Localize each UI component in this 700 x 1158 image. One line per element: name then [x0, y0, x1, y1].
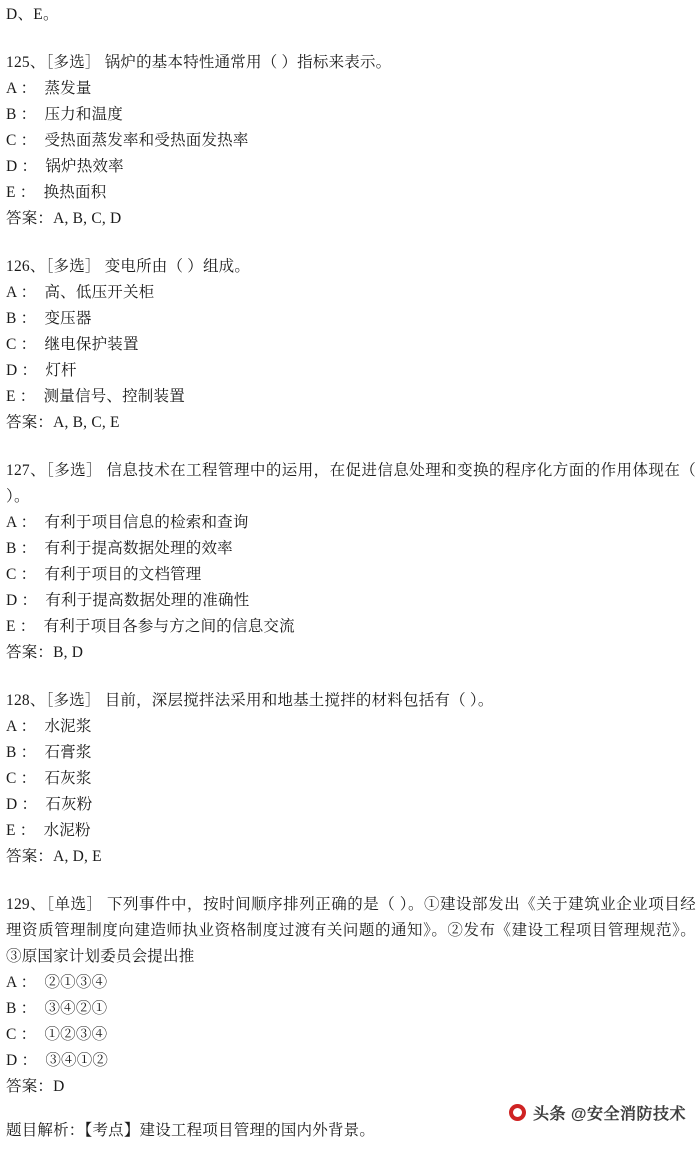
question-type: ［多选］: [45, 258, 101, 275]
question-number: 129、: [6, 896, 47, 913]
answer-line: 答案：D: [6, 1078, 65, 1095]
question-number: 128、: [6, 692, 46, 709]
question-text: 下列事件中，按时间顺序排列正确的是（ ）。①建设部发出《关于建筑业企业项目经理资质管理制度向建造师执业资格制度过渡有关问题的通知》。②发布《建设工程项目管理规范》。③原国家计划委员会提出推: [6, 896, 697, 965]
question-block: [6, 892, 696, 1100]
question-stem: [6, 892, 696, 970]
option-item[interactable]: B ： 石膏浆: [6, 744, 92, 761]
option-item[interactable]: E ： 测量信号、控制装置: [6, 388, 185, 405]
question-type: ［多选］: [46, 462, 103, 479]
question-stem: [6, 458, 696, 510]
question-stem: [6, 688, 696, 714]
question-block: [6, 688, 696, 870]
bottom-spacer: [6, 1144, 696, 1158]
question-text: 变电所由（ ）组成。: [104, 258, 251, 275]
question-stem: [6, 254, 696, 280]
question-block: [6, 458, 696, 666]
option-item[interactable]: B ： ③④②①: [6, 1000, 108, 1017]
question-number: 127、: [6, 462, 47, 479]
question-text: 信息技术在工程管理中的运用，在促进信息处理和变换的程序化方面的作用体现在（ ）。: [6, 462, 697, 505]
option-item[interactable]: A ： ②①③④: [6, 974, 108, 991]
watermark: [509, 1101, 686, 1124]
question-number: 125、: [6, 54, 46, 71]
option-item[interactable]: C ： 石灰浆: [6, 770, 92, 787]
question-analysis: 题目解析：【考点】建设工程项目管理的国内外背景。: [6, 1122, 376, 1139]
answer-line: 答案：B, D: [6, 644, 84, 661]
option-item[interactable]: A ： 有利于项目信息的检索和查询: [6, 514, 249, 531]
option-item[interactable]: D ： 有利于提高数据处理的准确性: [6, 592, 250, 609]
option-item[interactable]: E ： 有利于项目各参与方之间的信息交流: [6, 618, 295, 635]
answer-line: 答案：A, D, E: [6, 848, 102, 865]
question-number: 126、: [6, 258, 46, 275]
question-stem: [6, 50, 696, 76]
option-item[interactable]: E ： 换热面积: [6, 184, 107, 201]
option-item[interactable]: C ： 继电保护装置: [6, 336, 139, 353]
question-block: [6, 50, 696, 232]
option-item[interactable]: C ： 有利于项目的文档管理: [6, 566, 202, 583]
question-text: 锅炉的基本特性通常用（ ）指标来表示。: [104, 54, 392, 71]
answer-line: 答案：A, B, C, D: [6, 210, 122, 227]
question-text: 目前，深层搅拌法采用和地基土搅拌的材料包括有（ ）。: [104, 692, 494, 709]
option-item[interactable]: E ： 水泥粉: [6, 822, 91, 839]
top-fragment-text: D、E。: [6, 6, 59, 23]
option-item[interactable]: D ： 灯杆: [6, 362, 77, 379]
toutiao-logo-icon: [509, 1104, 526, 1121]
question-type: ［多选］: [45, 54, 101, 71]
option-item[interactable]: A ： 高、低压开关柜: [6, 284, 155, 301]
option-item[interactable]: C ： 受热面蒸发率和受热面发热率: [6, 132, 249, 149]
option-item[interactable]: D ： 锅炉热效率: [6, 158, 124, 175]
watermark-text: 头条 @安全消防技术: [532, 1106, 686, 1123]
answer-line: 答案：A, B, C, E: [6, 414, 120, 431]
option-item[interactable]: D ： 石灰粉: [6, 796, 93, 813]
option-item[interactable]: A ： 蒸发量: [6, 80, 92, 97]
option-item[interactable]: B ： 有利于提高数据处理的效率: [6, 540, 233, 557]
option-item[interactable]: D ： ③④①②: [6, 1052, 109, 1069]
option-item[interactable]: B ： 变压器: [6, 310, 92, 327]
question-block: [6, 254, 696, 436]
question-type: ［多选］: [45, 692, 101, 709]
option-item[interactable]: C ： ①②③④: [6, 1026, 108, 1043]
option-item[interactable]: B ： 压力和温度: [6, 106, 123, 123]
option-item[interactable]: A ： 水泥浆: [6, 718, 92, 735]
question-type: ［单选］: [46, 896, 103, 913]
